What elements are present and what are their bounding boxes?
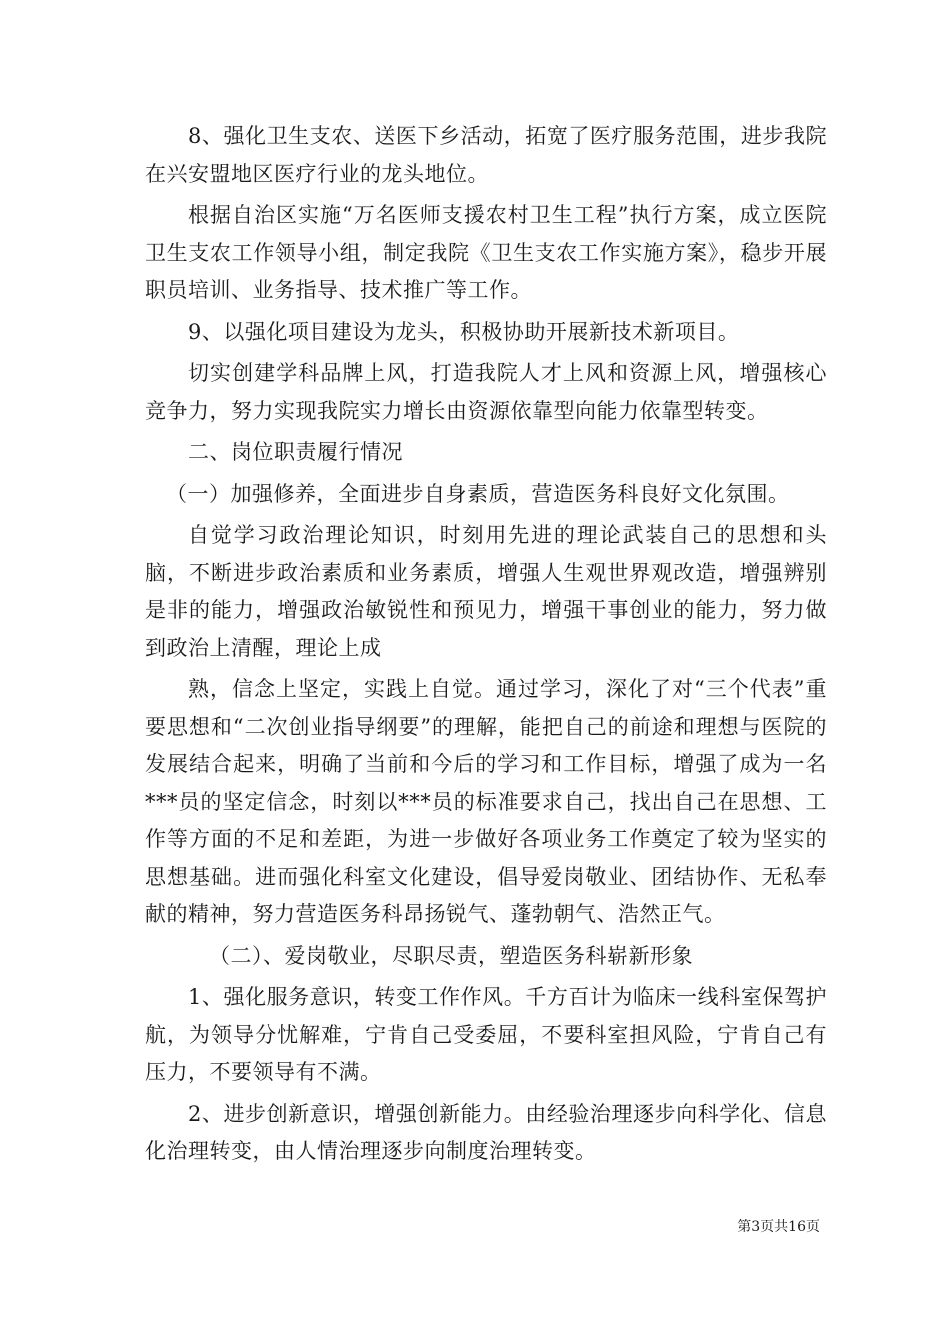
document-body [145, 118, 827, 1175]
page-number: 第3页共16页 [737, 1219, 820, 1235]
paragraph-1: 8、强化卫生支农、送医下乡活动，拓宽了医疗服务范围，进步我院在兴安盟地区医疗行业的龙头地位。 [145, 124, 827, 186]
paragraph-3: 9、以强化项目建设为龙头，积极协助开展新技术新项目。 [188, 319, 740, 344]
paragraph-8: 2、进步创新意识，增强创新能力。由经验治理逐步向科学化、信息化治理转变，由人情治理逐步向制度治理转变。 [145, 1101, 827, 1163]
paragraph-5: 自觉学习政治理论知识，时刻用先进的理论武装自己的思想和头脑，不断进步政治素质和业务素质，增强人生观世界观改造，增强辨别是非的能力，增强政治敏锐性和预见力，增强干事创业的能力，努力做到政治上清醒，理论上成 [145, 523, 827, 660]
section-heading-2: 二、岗位职责履行情况 [188, 440, 403, 464]
subsection-heading-1: （一）加强修养，全面进步自身素质，营造医务科良好文化氛围。 [166, 481, 790, 506]
subsection-heading-2: （二）、爱岗敬业，尽职尽责，塑造医务科崭新形象 [209, 943, 693, 968]
paragraph-4: 切实创建学科品牌上风，打造我院人才上风和资源上风，增强核心竞争力，努力实现我院实力增长由资源依靠型向能力依靠型转变。 [145, 361, 827, 423]
paragraph-6: 熟，信念上坚定，实践上自觉。通过学习，深化了对“三个代表”重要思想和“二次创业指导纲要”的理解，能把自己的前途和理想与医院的发展结合起来，明确了当前和今后的学习和工作目标，增强了成为一名***员的坚定信念，时刻以***员的标准要求自己，找出自己在思想、工作等方面的不足和差距，为进一步做好各项业务工作奠定了较为坚实的思想基础。进而强化科室文化建设，倡导爱岗敬业、团结协作、无私奉献的精神，努力营造医务科昂扬锐气、蓬勃朝气、浩然正气。 [145, 677, 827, 926]
paragraph-7: 1、强化服务意识，转变工作作风。千方百计为临床一线科室保驾护航，为领导分忧解难，宁肯自己受委屈，不要科室担风险，宁肯自己有压力，不要领导有不满。 [145, 985, 827, 1084]
paragraph-2: 根据自治区实施“万名医师支援农村卫生工程”执行方案，成立医院卫生支农工作领导小组，制定我院《卫生支农工作实施方案》，稳步开展职员培训、业务指导、技术推广等工作。 [145, 203, 827, 302]
